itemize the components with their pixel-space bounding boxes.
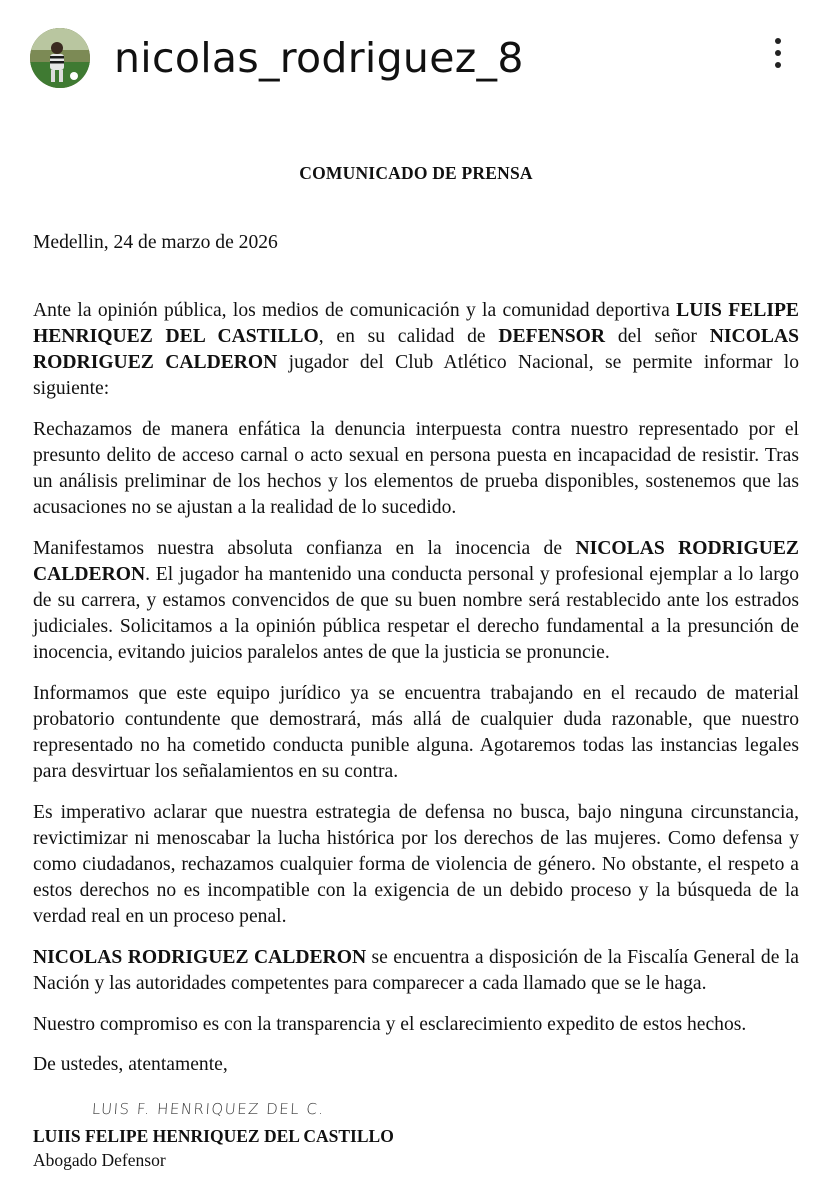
text-span: del señor bbox=[605, 326, 710, 347]
more-dot bbox=[775, 38, 781, 44]
closing-line: De ustedes, atentamente, bbox=[33, 1054, 228, 1075]
text-span: jugador del Club Atlético Nacional, se permite informar lo siguiente: bbox=[33, 352, 799, 399]
bold-name: LUIS FELIPE HENRIQUEZ DEL CASTILLO bbox=[33, 300, 799, 347]
paragraph-commitment: Nuestro compromiso es con la transparencia y el esclarecimiento expedito de estos hechos. bbox=[33, 1014, 747, 1035]
text-span: . El jugador ha mantenido una conducta personal y profesional ejemplar a lo largo de su carrera, y estamos convencidos de que su buen nombre será restablecido ante los estrados judiciales. Solicitamos a la opinión pública respetar el derecho fundamental a la presunción de inocencia, evitando juicios paralelos antes de que la justicia se pronuncie. bbox=[33, 564, 799, 663]
profile-photo-icon bbox=[30, 28, 90, 88]
paragraph-confidence bbox=[33, 536, 799, 666]
more-dot bbox=[775, 50, 781, 56]
bold-name: NICOLAS RODRIGUEZ CALDERON bbox=[33, 326, 799, 373]
text-span: Manifestamos nuestra absoluta confianza en la inocencia de bbox=[33, 538, 576, 559]
more-dot bbox=[775, 62, 781, 68]
text-span: , en su calidad de bbox=[318, 326, 499, 347]
press-release-document bbox=[33, 150, 799, 1078]
handwritten-signature: LUIS F. HENRIQUEZ DEL C. bbox=[91, 1100, 326, 1118]
bold-name: NICOLAS RODRIGUEZ CALDERON bbox=[33, 538, 799, 585]
text-span: se encuentra a disposición de la Fiscalía General de la Nación y las autoridades competentes para comparecer a cada llamado que se le haga. bbox=[33, 947, 799, 994]
bold-role: DEFENSOR bbox=[498, 326, 606, 347]
paragraph-intro bbox=[33, 298, 799, 402]
signer-name: LUIIS FELIPE HENRIQUEZ DEL CASTILLO bbox=[33, 1126, 394, 1146]
paragraph-availability bbox=[33, 945, 799, 997]
more-vertical-icon[interactable] bbox=[766, 38, 790, 78]
avatar[interactable] bbox=[30, 28, 90, 88]
paragraph-evidence: Informamos que este equipo jurídico ya se encuentra trabajando en el recaudo de material probatorio contundente que demostrará, más allá de cualquier duda razonable, que nuestro representado no ha cometido conducta punible alguna. Agotaremos todas las instancias legales para desvirtuar los señalamientos en su contra. bbox=[33, 683, 799, 782]
signer-role: Abogado Defensor bbox=[33, 1150, 166, 1170]
dateline: Medellin, 24 de marzo de 2026 bbox=[33, 232, 278, 253]
text-span: Ante la opinión pública, los medios de comunicación y la comunidad deportiva bbox=[33, 300, 677, 321]
bold-name: NICOLAS RODRIGUEZ CALDERON bbox=[33, 947, 367, 968]
paragraph-clarification: Es imperativo aclarar que nuestra estrategia de defensa no busca, bajo ninguna circunstancia, revictimizar ni menoscabar la lucha histórica por los derechos de las mujeres. Como defensa y como ciudadanos, rechazamos cualquier forma de violencia de género. No obstante, el respeto a estos derechos no es incompatible con la exigencia de un debido proceso y la búsqueda de la verdad real en un proceso penal. bbox=[33, 802, 799, 927]
post-header bbox=[0, 0, 824, 118]
username[interactable]: nicolas_rodriguez_8 bbox=[114, 34, 524, 82]
document-title: COMUNICADO DE PRENSA bbox=[299, 163, 533, 183]
paragraph-rejection: Rechazamos de manera enfática la denuncia interpuesta contra nuestro representado por el presunto delito de acceso carnal o acto sexual en persona puesta en incapacidad de resistir. Tras un análisis preliminar de los hechos y los elementos de prueba disponibles, sostenemos que las acusaciones no se ajustan a la realidad de lo sucedido. bbox=[33, 419, 799, 518]
